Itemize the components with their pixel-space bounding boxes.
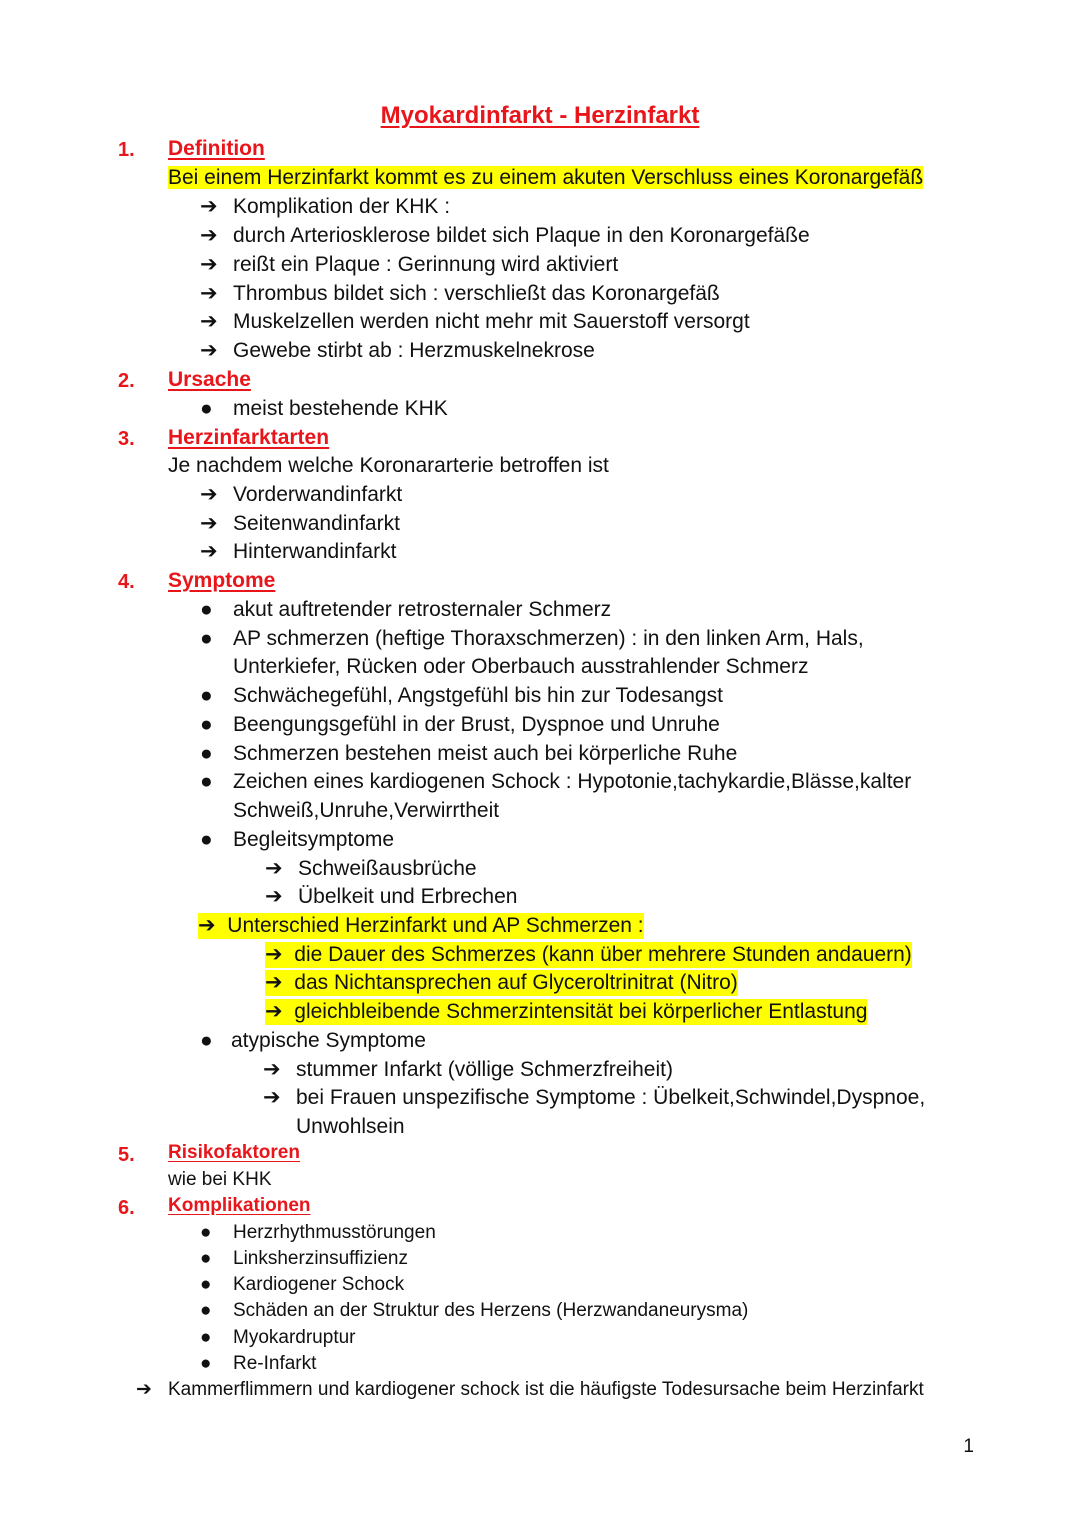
bullet-icon: ● [200, 1327, 212, 1348]
highlighted-sub-item: ➔ das Nichtansprechen auf Glyceroltrinitrat (Nitro) [265, 971, 738, 994]
highlighted-sub-item: ➔ gleichbleibende Schmerzintensität bei körperlicher Entlastung [265, 1000, 868, 1023]
highlighted-note: ➔ Unterschied Herzinfarkt und AP Schmerzen : [198, 914, 644, 937]
highlighted-sub-item: ➔ die Dauer des Schmerzes (kann über mehrere Stunden andauern) [265, 943, 912, 966]
section-heading-ursache: Ursache [168, 368, 251, 391]
page-number: 1 [963, 1436, 974, 1457]
list-item: Zeichen eines kardiogenen Schock : Hypotonie,tachykardie,Blässe,kalter [233, 770, 912, 793]
arrow-icon: ➔ [200, 195, 218, 218]
definition-intro: Bei einem Herzinfarkt kommt es zu einem akuten Verschluss eines Koronargefäß [168, 166, 924, 189]
arrow-icon: ➔ [200, 339, 218, 362]
list-item: Schwächegefühl, Angstgefühl bis hin zur Todesangst [233, 684, 723, 707]
arrow-icon: ➔ [200, 540, 218, 563]
bullet-icon: ● [200, 1248, 212, 1269]
arrow-icon: ➔ [200, 512, 218, 535]
list-item: Beengungsgefühl in der Brust, Dyspnoe und Unruhe [233, 713, 720, 736]
page-title: Myokardinfarkt - Herzinfarkt [380, 102, 700, 129]
section-number: 6. [118, 1197, 135, 1219]
bullet-icon: ● [200, 828, 213, 851]
sub-list-item-continuation: Unwohlsein [296, 1115, 405, 1138]
arrow-icon: ➔ [265, 885, 283, 908]
arrow-icon: ➔ [265, 1000, 283, 1023]
bullet-icon: ● [200, 1222, 212, 1243]
bullet-icon: ● [200, 713, 213, 736]
list-item: Komplikation der KHK : [233, 195, 451, 218]
list-item: Seitenwandinfarkt [233, 512, 400, 535]
arrow-icon: ➔ [200, 253, 218, 276]
list-item: akut auftretender retrosternaler Schmerz [233, 598, 612, 621]
bullet-icon: ● [200, 1353, 212, 1374]
herzinfarktarten-intro: Je nachdem welche Koronararterie betroffen ist [168, 454, 609, 477]
bullet-icon: ● [200, 684, 213, 707]
arrow-icon: ➔ [263, 1058, 281, 1081]
list-item: atypische Symptome [231, 1029, 426, 1052]
bullet-icon: ● [200, 397, 213, 420]
list-item: Herzrhythmusstörungen [233, 1222, 436, 1243]
list-item: Begleitsymptome [233, 828, 395, 851]
bullet-icon: ● [200, 742, 213, 765]
section-number: 1. [118, 139, 135, 161]
list-item: Vorderwandinfarkt [233, 483, 403, 506]
arrow-icon: ➔ [265, 857, 283, 880]
list-item: Kardiogener Schock [233, 1274, 405, 1295]
arrow-icon: ➔ [200, 483, 218, 506]
section-heading-komplikationen: Komplikationen [168, 1195, 311, 1216]
section-heading-herzinfarktarten: Herzinfarktarten [168, 426, 330, 449]
section-number: 4. [118, 571, 135, 593]
list-item: Schmerzen bestehen meist auch bei körperliche Ruhe [233, 742, 738, 765]
bullet-icon: ● [200, 1029, 213, 1052]
sub-list-item: Schweißausbrüche [298, 857, 477, 880]
list-item: Thrombus bildet sich : verschließt das Koronargefäß [233, 282, 720, 305]
list-item: Gewebe stirbt ab : Herzmuskelnekrose [233, 339, 595, 362]
list-item-continuation: Schweiß,Unruhe,Verwirrtheit [233, 799, 500, 822]
arrow-icon: ➔ [200, 224, 218, 247]
arrow-icon: ➔ [265, 971, 283, 994]
arrow-icon: ➔ [200, 310, 218, 333]
risikofaktoren-text: wie bei KHK [168, 1169, 272, 1190]
arrow-icon: ➔ [200, 282, 218, 305]
list-item: Linksherzinsuffizienz [233, 1248, 408, 1269]
section-number: 3. [118, 428, 135, 450]
list-item: reißt ein Plaque : Gerinnung wird aktiviert [233, 253, 619, 276]
bullet-icon: ● [200, 1300, 212, 1321]
sub-list-item: Übelkeit und Erbrechen [298, 885, 518, 908]
bullet-icon: ● [200, 627, 213, 650]
section-heading-risikofaktoren: Risikofaktoren [168, 1142, 300, 1163]
list-item: Muskelzellen werden nicht mehr mit Sauerstoff versorgt [233, 310, 750, 333]
list-item: Schäden an der Struktur des Herzens (Herzwandaneurysma) [233, 1300, 749, 1321]
footer-note: Kammerflimmern und kardiogener schock ist die häufigste Todesursache beim Herzinfarkt [168, 1379, 924, 1400]
list-item: Re-Infarkt [233, 1353, 317, 1374]
bullet-icon: ● [200, 1274, 212, 1295]
list-item: Myokardruptur [233, 1327, 356, 1348]
list-item-continuation: Unterkiefer, Rücken oder Oberbauch ausstrahlender Schmerz [233, 655, 809, 678]
arrow-icon: ➔ [263, 1086, 281, 1109]
section-heading-definition: Definition [168, 137, 265, 160]
list-item: AP schmerzen (heftige Thoraxschmerzen) : in den linken Arm, Hals, [233, 627, 864, 650]
bullet-icon: ● [200, 770, 213, 793]
arrow-icon: ➔ [136, 1379, 152, 1400]
arrow-icon: ➔ [198, 914, 216, 937]
bullet-icon: ● [200, 598, 213, 621]
list-item: durch Arteriosklerose bildet sich Plaque in den Koronargefäße [233, 224, 810, 247]
section-heading-symptome: Symptome [168, 569, 276, 592]
section-number: 5. [118, 1144, 135, 1166]
arrow-icon: ➔ [265, 943, 283, 966]
sub-list-item: stummer Infarkt (völlige Schmerzfreiheit) [296, 1058, 673, 1081]
sub-list-item: bei Frauen unspezifische Symptome : Übelkeit,Schwindel,Dyspnoe, [296, 1086, 926, 1109]
list-item: meist bestehende KHK [233, 397, 448, 420]
list-item: Hinterwandinfarkt [233, 540, 397, 563]
section-number: 2. [118, 370, 135, 392]
